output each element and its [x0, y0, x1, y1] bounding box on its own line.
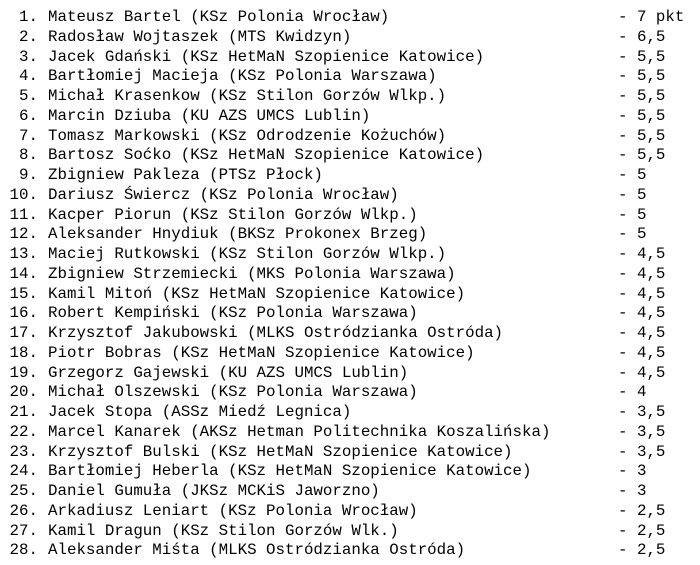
standings-row: [0, 482, 700, 502]
player-and-club: Zbigniew Strzemiecki (MKS Polonia Warszawa): [48, 264, 456, 283]
player-and-club: Kamil Mitoń (KSz HetMaN Szopienice Katowice): [48, 284, 466, 303]
standings-row: [0, 186, 700, 206]
standings-row: [0, 87, 700, 107]
standings-row: [0, 146, 700, 166]
rank-number: 4.: [19, 67, 38, 86]
player-and-club: Jacek Stopa (ASSz Miedź Legnica): [48, 403, 352, 421]
rank-number: 1.: [19, 8, 38, 26]
player-and-club: Michał Krasenkow (KSz Stilon Gorzów Wlkp.): [48, 87, 447, 105]
standings-row: [0, 423, 700, 443]
player-and-club: Kamil Dragun (KSz Stilon Gorzów Wlk.): [48, 521, 399, 540]
standings-row: [0, 48, 700, 68]
standings-row: [0, 225, 700, 245]
points: - 7 pkt: [618, 8, 685, 26]
standings-row: [0, 344, 700, 364]
points: - 2,5: [618, 521, 666, 540]
player-and-club: Krzysztof Bulski (KSz HetMaN Szopienice Katowice): [48, 442, 513, 461]
points: - 5,5: [618, 146, 666, 165]
points: - 5,5: [618, 126, 666, 145]
points: - 5,5: [618, 67, 666, 86]
points: - 3,5: [618, 403, 666, 421]
standings-row: [0, 364, 700, 384]
player-and-club: Kacper Piorun (KSz Stilon Gorzów Wlkp.): [48, 205, 418, 224]
standings-row: [0, 304, 700, 324]
rank-number: 7.: [19, 126, 38, 145]
rank-number: 28.: [9, 541, 38, 560]
rank-number: 19.: [9, 363, 38, 382]
rank-number: 16.: [9, 304, 38, 323]
player-and-club: Piotr Bobras (KSz HetMaN Szopienice Katowice): [48, 343, 475, 362]
rank-number: 2.: [19, 27, 38, 46]
standings-row: [0, 443, 700, 463]
player-and-club: Maciej Rutkowski (KSz Stilon Gorzów Wlkp.): [48, 245, 447, 263]
rank-number: 14.: [9, 264, 38, 283]
rank-number: 11.: [9, 205, 38, 224]
points: - 4,5: [618, 304, 666, 323]
player-and-club: Jacek Gdański (KSz HetMaN Szopienice Katowice): [48, 47, 485, 66]
points: - 4,5: [618, 363, 666, 382]
player-and-club: Daniel Gumuła (JKSz MCKiS Jaworzno): [48, 482, 380, 500]
rank-number: 24.: [9, 462, 38, 481]
standings-row: [0, 541, 700, 561]
standings-row: [0, 107, 700, 127]
standings-row: [0, 166, 700, 186]
player-and-club: Michał Olszewski (KSz Polonia Warszawa): [48, 383, 418, 402]
points: - 5: [618, 166, 647, 184]
standings-row: [0, 8, 700, 28]
rank-number: 18.: [9, 343, 38, 362]
standings-row: [0, 127, 700, 147]
standings-row: [0, 383, 700, 403]
rank-number: 12.: [9, 225, 38, 244]
points: - 3,5: [618, 442, 666, 461]
points: - 5: [618, 185, 647, 204]
rank-number: 17.: [9, 324, 38, 342]
points: - 2,5: [618, 501, 666, 520]
player-and-club: Bartłomiej Heberla (KSz HetMaN Szopienice Katowice): [48, 462, 532, 481]
player-and-club: Bartłomiej Macieja (KSz Polonia Warszawa): [48, 67, 437, 86]
points: - 3: [618, 482, 647, 500]
rank-number: 8.: [19, 146, 38, 165]
standings-row: [0, 265, 700, 285]
standings-list: [0, 8, 700, 561]
standings-row: [0, 206, 700, 226]
player-and-club: Aleksander Hnydiuk (BKSz Prokonex Brzeg): [48, 225, 428, 244]
player-and-club: Bartosz Soćko (KSz HetMaN Szopienice Katowice): [48, 146, 485, 165]
points: - 6,5: [618, 27, 666, 46]
rank-number: 13.: [9, 245, 38, 263]
rank-number: 21.: [9, 403, 38, 421]
standings-row: [0, 285, 700, 305]
rank-number: 10.: [9, 185, 38, 204]
standings-row: [0, 462, 700, 482]
points: - 5: [618, 205, 647, 224]
rank-number: 26.: [9, 501, 38, 520]
points: - 5,5: [618, 106, 666, 125]
points: - 5: [618, 225, 647, 244]
standings-row: [0, 324, 700, 344]
points: - 5,5: [618, 47, 666, 66]
standings-row: [0, 245, 700, 265]
points: - 4,5: [618, 264, 666, 283]
standings-row: [0, 403, 700, 423]
standings-row: [0, 502, 700, 522]
standings-row: [0, 67, 700, 87]
player-and-club: Grzegorz Gajewski (KU AZS UMCS Lublin): [48, 363, 409, 382]
rank-number: 22.: [9, 422, 38, 441]
points: - 4,5: [618, 324, 666, 342]
points: - 4,5: [618, 284, 666, 303]
points: - 4,5: [618, 245, 666, 263]
player-and-club: Zbigniew Pakleza (PTSz Płock): [48, 166, 323, 184]
points: - 3,5: [618, 422, 666, 441]
player-and-club: Robert Kempiński (KSz Polonia Warszawa): [48, 304, 418, 323]
points: - 4: [618, 383, 647, 402]
standings-row: [0, 28, 700, 48]
rank-number: 20.: [9, 383, 38, 402]
rank-number: 9.: [19, 166, 38, 184]
player-and-club: Radosław Wojtaszek (MTS Kwidzyn): [48, 27, 352, 46]
player-and-club: Marcin Dziuba (KU AZS UMCS Lublin): [48, 106, 371, 125]
rank-number: 15.: [9, 284, 38, 303]
points: - 5,5: [618, 87, 666, 105]
rank-number: 5.: [19, 87, 38, 105]
rank-number: 23.: [9, 442, 38, 461]
rank-number: 25.: [9, 482, 38, 500]
rank-number: 27.: [9, 521, 38, 540]
player-and-club: Aleksander Miśta (MLKS Ostródzianka Ostróda): [48, 541, 466, 560]
points: - 3: [618, 462, 647, 481]
player-and-club: Marcel Kanarek (AKSz Hetman Politechnika Koszalińska): [48, 422, 551, 441]
points: - 4,5: [618, 343, 666, 362]
rank-number: 3.: [19, 47, 38, 66]
player-and-club: Krzysztof Jakubowski (MLKS Ostródzianka Ostróda): [48, 324, 504, 342]
player-and-club: Arkadiusz Leniart (KSz Polonia Wrocław): [48, 501, 418, 520]
player-and-club: Tomasz Markowski (KSz Odrodzenie Kożuchów): [48, 126, 447, 145]
standings-row: [0, 522, 700, 542]
player-and-club: Mateusz Bartel (KSz Polonia Wrocław): [48, 8, 390, 26]
points: - 2,5: [618, 541, 666, 560]
rank-number: 6.: [19, 106, 38, 125]
player-and-club: Dariusz Świercz (KSz Polonia Wrocław): [48, 185, 399, 204]
